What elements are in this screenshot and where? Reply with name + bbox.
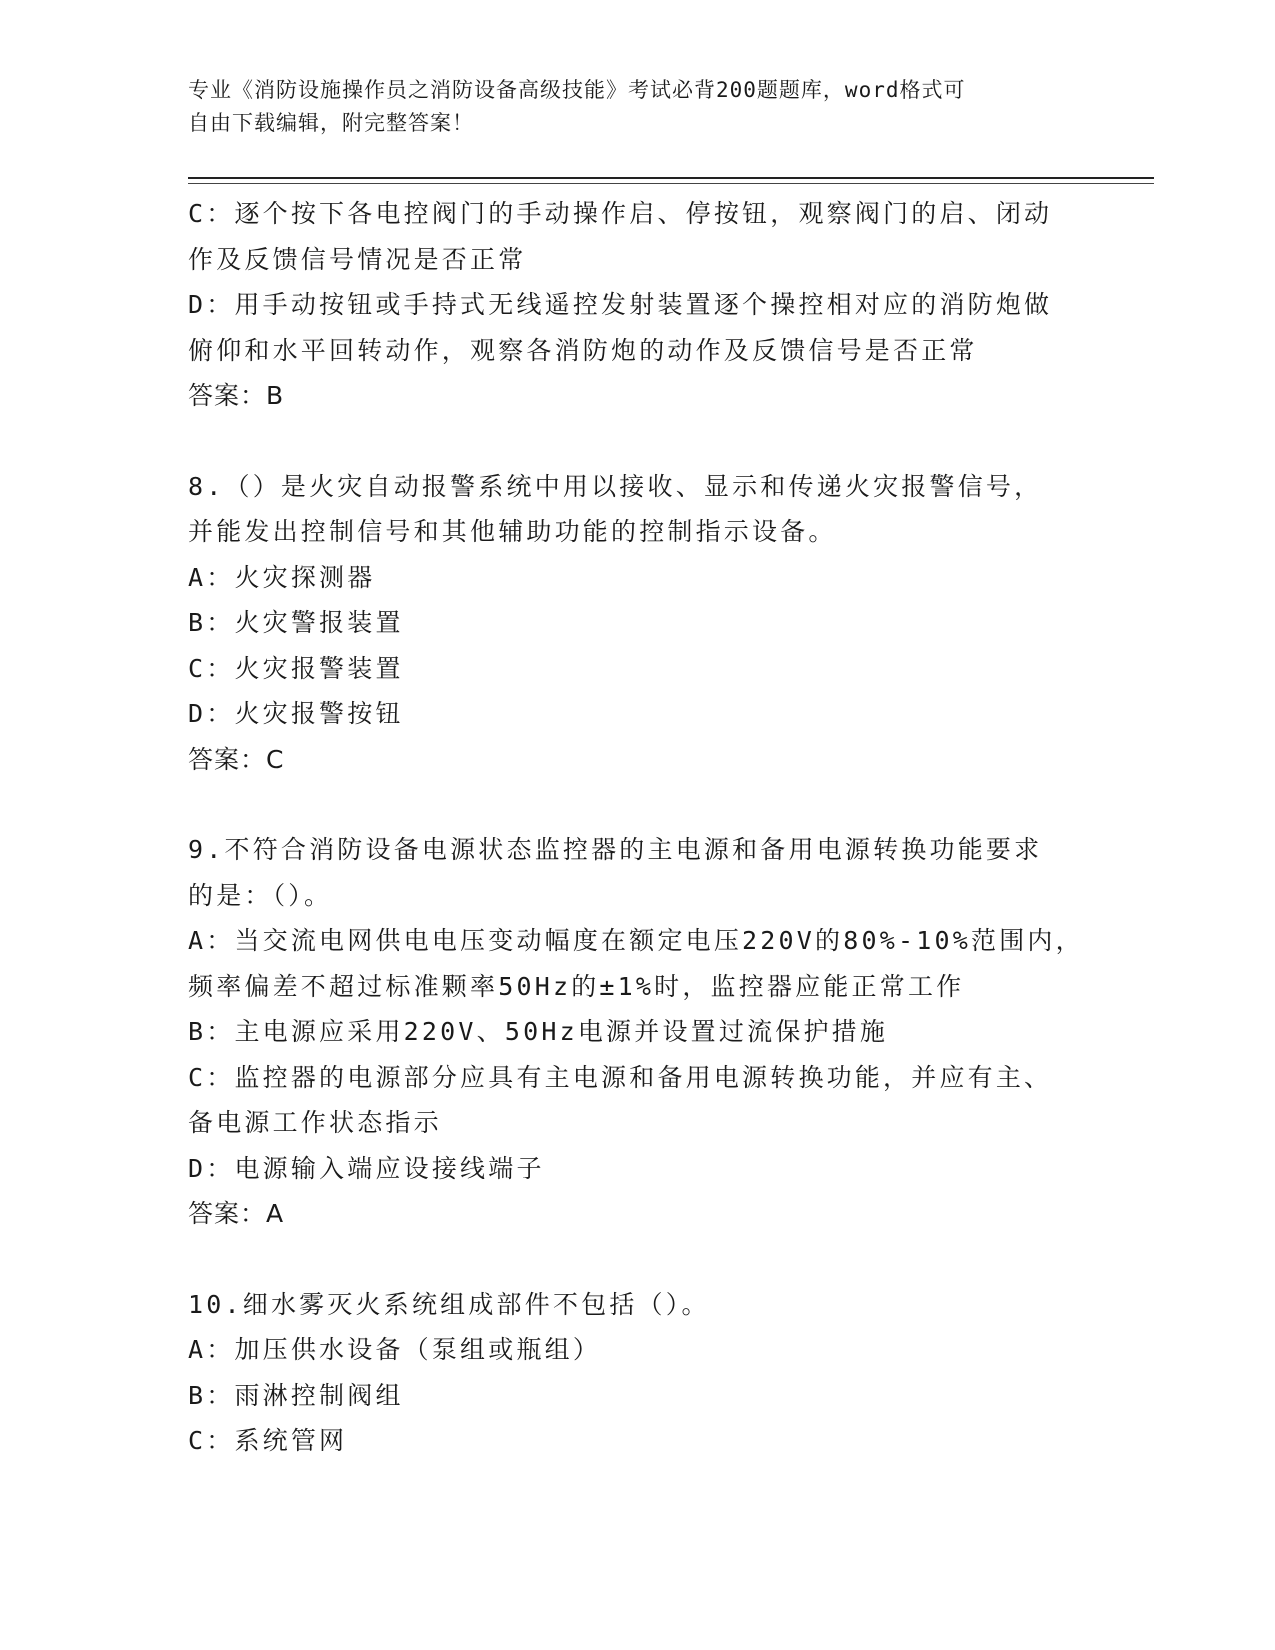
answer-label: 答案：B xyxy=(188,381,285,410)
option-c-line-2: 作及反馈信号情况是否正常 xyxy=(188,244,527,274)
option-c-line-1: C：监控器的电源部分应具有主电源和备用电源转换功能，并应有主、 xyxy=(188,1062,1053,1092)
option-b: B：雨淋控制阀组 xyxy=(188,1380,404,1410)
spacer xyxy=(188,419,1088,464)
option-c-line-2: 备电源工作状态指示 xyxy=(188,1108,442,1137)
question-stem-line-1: 8.（）是火灾自动报警系统中用以接收、显示和传递火灾报警信号， xyxy=(188,471,1043,501)
question-7-continued xyxy=(188,191,1088,419)
answer-label: 答案：A xyxy=(188,1199,285,1228)
spacer xyxy=(188,782,1088,827)
option-d: D：电源输入端应设接线端子 xyxy=(188,1153,545,1183)
option-d: D：火灾报警按钮 xyxy=(188,699,404,728)
spacer xyxy=(188,1237,1088,1282)
question-stem-line-1: 10.细水雾灭火系统组成部件不包括（）。 xyxy=(188,1289,710,1319)
option-a: A：火灾探测器 xyxy=(188,562,376,592)
option-c: C：系统管网 xyxy=(188,1426,348,1455)
question-10 xyxy=(188,1282,1088,1464)
option-b: B：火灾警报装置 xyxy=(188,608,404,637)
question-content xyxy=(188,191,1088,1464)
option-d-line-2: 俯仰和水平回转动作，观察各消防炮的动作及反馈信号是否正常 xyxy=(188,335,978,365)
question-stem-line-2: 并能发出控制信号和其他辅助功能的控制指示设备。 xyxy=(188,517,837,546)
question-stem-line-1: 9.不符合消防设备电源状态监控器的主电源和备用电源转换功能要求 xyxy=(188,835,1043,864)
option-c-line-1: C：逐个按下各电控阀门的手动操作启、停按钮，观察阀门的启、闭动 xyxy=(188,199,1053,228)
question-8 xyxy=(188,464,1088,783)
header-line-2: 自由下载编辑，附完整答案！ xyxy=(188,111,474,135)
document-header xyxy=(188,74,1068,140)
option-a-line-2: 频率偏差不超过标准颗率50Hz的±1%时，监控器应能正常工作 xyxy=(188,971,965,1001)
header-rule-thin xyxy=(188,183,1154,184)
option-a-line-1: A：当交流电网供电电压变动幅度在额定电压220V的80%-10%范围内， xyxy=(188,926,1084,955)
question-9 xyxy=(188,827,1088,1237)
option-a: A：加压供水设备（泵组或瓶组） xyxy=(188,1335,602,1364)
answer-label: 答案：C xyxy=(188,744,285,774)
option-d-line-1: D：用手动按钮或手持式无线遥控发射装置逐个操控相对应的消防炮做 xyxy=(188,290,1053,319)
question-stem-line-2: 的是：（）。 xyxy=(188,880,333,910)
option-c: C：火灾报警装置 xyxy=(188,653,404,683)
option-b: B：主电源应采用220V、50Hz电源并设置过流保护措施 xyxy=(188,1017,889,1046)
header-rule-thick xyxy=(188,177,1154,179)
header-line-1: 专业《消防设施操作员之消防设备高级技能》考试必背200题题库，word格式可 xyxy=(188,78,966,102)
